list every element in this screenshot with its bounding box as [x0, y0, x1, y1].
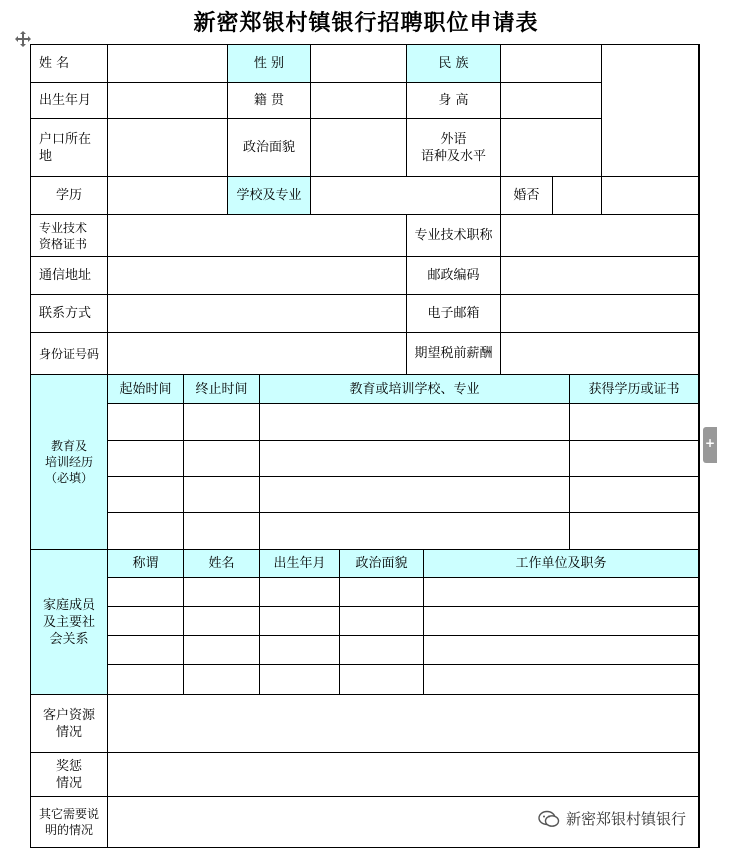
label-politics: 政治面貌	[228, 119, 311, 177]
id-number-field[interactable]	[108, 333, 407, 375]
edu-cell[interactable]	[570, 441, 699, 477]
family-cell[interactable]	[424, 665, 699, 695]
label-height: 身 高	[407, 83, 501, 119]
family-header-relation: 称谓	[108, 550, 184, 578]
edu-cell[interactable]	[570, 404, 699, 441]
form-title: 新密郑银村镇银行招聘职位申请表	[193, 10, 539, 36]
marital-field[interactable]	[553, 177, 602, 215]
edu-cell[interactable]	[570, 513, 699, 550]
edu-cell[interactable]	[260, 404, 570, 441]
height-field[interactable]	[501, 83, 602, 119]
edu-cell[interactable]	[108, 513, 184, 550]
edu-header-school: 教育或培训学校、专业	[260, 375, 570, 404]
label-postcode: 邮政编码	[407, 257, 501, 295]
family-cell[interactable]	[108, 665, 184, 695]
name-field[interactable]	[108, 45, 228, 83]
family-cell[interactable]	[340, 636, 424, 665]
family-cell[interactable]	[424, 578, 699, 607]
label-rewards: 奖惩 情况	[31, 753, 108, 797]
edu-cell[interactable]	[184, 441, 260, 477]
edu-cell[interactable]	[184, 404, 260, 441]
family-cell[interactable]	[260, 636, 340, 665]
birth-field[interactable]	[108, 83, 228, 119]
address-field[interactable]	[108, 257, 407, 295]
edu-cell[interactable]	[108, 477, 184, 513]
family-cell[interactable]	[108, 578, 184, 607]
politics-field[interactable]	[311, 119, 407, 177]
label-education: 学历	[31, 177, 108, 215]
label-customer: 客户资源 情况	[31, 695, 108, 753]
label-ethnicity: 民 族	[407, 45, 501, 83]
family-cell[interactable]	[184, 578, 260, 607]
label-name: 姓 名	[31, 45, 108, 83]
family-cell[interactable]	[340, 578, 424, 607]
family-cell[interactable]	[260, 578, 340, 607]
edu-header-start: 起始时间	[108, 375, 184, 404]
family-cell[interactable]	[108, 636, 184, 665]
label-cert: 专业技术 资格证书	[31, 215, 108, 257]
family-cell[interactable]	[184, 636, 260, 665]
label-tech-title: 专业技术职称	[407, 215, 501, 257]
label-birth: 出生年月	[31, 83, 108, 119]
label-id-number: 身份证号码	[31, 333, 108, 375]
family-cell[interactable]	[340, 607, 424, 636]
edu-cell[interactable]	[108, 441, 184, 477]
customer-field[interactable]	[108, 695, 699, 753]
salary-field[interactable]	[501, 333, 699, 375]
family-cell[interactable]	[424, 607, 699, 636]
tech-title-field[interactable]	[501, 215, 699, 257]
family-cell[interactable]	[424, 636, 699, 665]
family-cell[interactable]	[184, 665, 260, 695]
school-major-field[interactable]	[311, 177, 501, 215]
label-address: 通信地址	[31, 257, 108, 295]
label-edu-history: 教育及 培训经历 （必填）	[31, 375, 108, 550]
cert-field[interactable]	[108, 215, 407, 257]
watermark-text: 新密郑银村镇银行	[566, 810, 687, 828]
rewards-field[interactable]	[108, 753, 699, 797]
label-family: 家庭成员 及主要社 会关系	[31, 550, 108, 695]
family-cell[interactable]	[260, 607, 340, 636]
family-header-birth: 出生年月	[260, 550, 340, 578]
edu-header-degree: 获得学历或证书	[570, 375, 699, 404]
family-header-politics: 政治面貌	[340, 550, 424, 578]
label-gender: 性 别	[228, 45, 311, 83]
gender-field[interactable]	[311, 45, 407, 83]
label-hukou: 户口所在 地	[31, 119, 108, 177]
label-language: 外语 语种及水平	[407, 119, 501, 177]
label-contact: 联系方式	[31, 295, 108, 333]
education-field[interactable]	[108, 177, 228, 215]
family-cell[interactable]	[260, 665, 340, 695]
label-other: 其它需要说 明的情况	[31, 797, 108, 847]
family-header-name: 姓名	[184, 550, 260, 578]
language-field[interactable]	[501, 119, 602, 177]
add-row-tab[interactable]	[703, 427, 717, 463]
blank-cell[interactable]	[602, 177, 699, 215]
postcode-field[interactable]	[501, 257, 699, 295]
watermark	[538, 808, 686, 829]
wechat-icon	[538, 810, 560, 828]
family-cell[interactable]	[184, 607, 260, 636]
edu-cell[interactable]	[260, 477, 570, 513]
label-origin: 籍 贯	[228, 83, 311, 119]
email-field[interactable]	[501, 295, 699, 333]
family-header-work: 工作单位及职务	[424, 550, 699, 578]
edu-cell[interactable]	[184, 477, 260, 513]
edu-cell[interactable]	[570, 477, 699, 513]
edu-cell[interactable]	[260, 441, 570, 477]
label-school-major: 学校及专业	[228, 177, 311, 215]
label-email: 电子邮箱	[407, 295, 501, 333]
edu-cell[interactable]	[184, 513, 260, 550]
edu-header-end: 终止时间	[184, 375, 260, 404]
contact-field[interactable]	[108, 295, 407, 333]
edu-cell[interactable]	[260, 513, 570, 550]
photo-box[interactable]	[602, 45, 699, 177]
family-cell[interactable]	[108, 607, 184, 636]
ethnicity-field[interactable]	[501, 45, 602, 83]
label-salary: 期望税前薪酬	[407, 333, 501, 375]
hukou-field[interactable]	[108, 119, 228, 177]
plus-icon: +	[705, 436, 716, 450]
application-form-table	[30, 44, 700, 848]
family-cell[interactable]	[340, 665, 424, 695]
label-marital: 婚否	[501, 177, 553, 215]
edu-cell[interactable]	[108, 404, 184, 441]
origin-field[interactable]	[311, 83, 407, 119]
